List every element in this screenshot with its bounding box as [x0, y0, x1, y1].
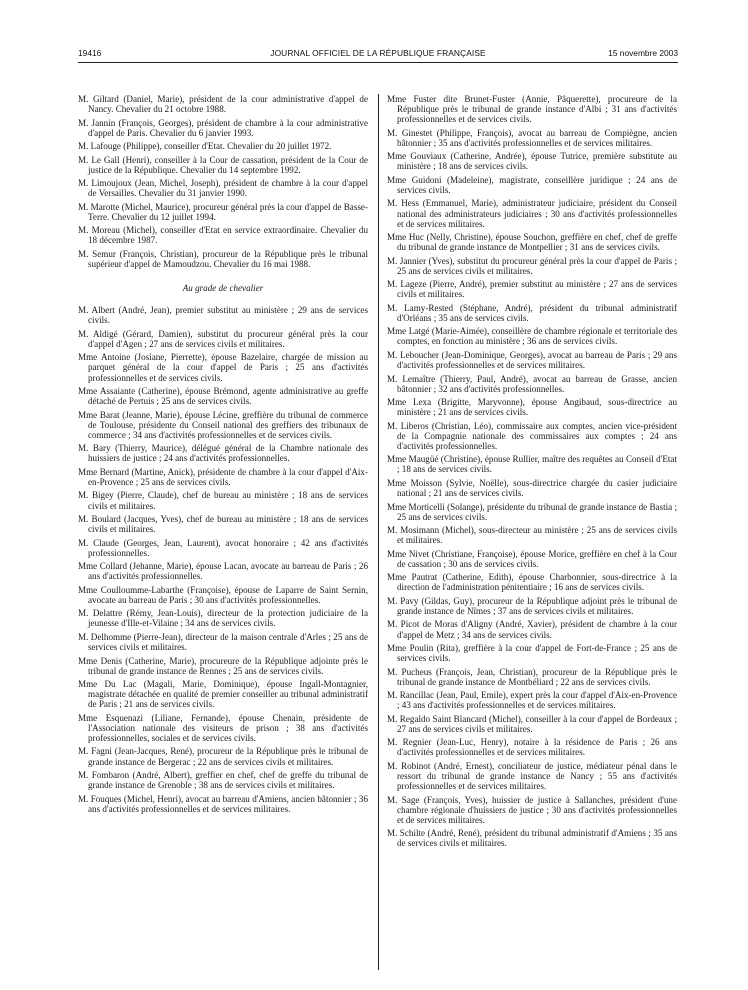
- right-entries: [387, 94, 677, 848]
- nomination-entry: Mme Coulloumme-Labarthe (Françoise), épouse de Laparre de Saint Sernin, avocate au barreau de Paris ; 30 ans d'activités professionnelles.: [78, 584, 368, 605]
- nomination-entry: Mme Morticelli (Solange), présidente du tribunal de grande instance de Bastia ; 25 ans de services civils.: [387, 501, 677, 522]
- nomination-entry: Mme Nivet (Christiane, Françoise), épouse Morice, greffière en chef à la Cour de cassation ; 30 ans de services civils.: [387, 548, 677, 569]
- nomination-entry: M. Ginestet (Philippe, François), avocat au barreau de Compiègne, ancien bâtonnier ; 35 ans d'activités professionnelles et de services militaires.: [387, 127, 677, 148]
- nomination-entry: M. Moreau (Michel), conseiller d'Etat en service extraordinaire. Chevalier du 18 décembre 1987.: [78, 225, 368, 246]
- nomination-entry: M. Delhomme (Pierre-Jean), directeur de la maison centrale d'Arles ; 25 ans de services civils et militaires.: [78, 631, 368, 653]
- nomination-entry: Mme Moisson (Sylvie, Noëlle), sous-directrice chargée du casier judiciaire national ; 21 ans de services civils.: [387, 477, 677, 499]
- nomination-entry: Mme Esquenazi (Liliane, Fernande), épouse Chenain, présidente de l'Association nationale des visiteurs de prison ; 38 ans d'activités professionnelles, sociales et de services civils.: [78, 712, 368, 743]
- section-title: Au grade de chevalier: [182, 283, 264, 294]
- nomination-entry: M. Fagni (Jean-Jacques, René), procureur de la République près le tribunal de grande instance de Bergerac ; 22 ans de services civils et militaires.: [78, 746, 368, 767]
- nomination-entry: Mme Latgé (Marie-Aimée), conseillère de chambre régionale et territoriale des comptes, en fonction au ministère ; 36 ans de services civils.: [387, 326, 677, 347]
- nomination-entry: M. Picot de Moras d'Aligny (André, Xavier), président de chambre à la cour d'appel de Metz ; 34 ans de services civils.: [387, 619, 677, 640]
- nomination-entry: Mme Poulin (Rita), greffière à la cour d'appel de Fort-de-France ; 25 ans de services civils.: [387, 643, 677, 664]
- nomination-entry: M. Regaldo Saint Blancard (Michel), conseiller à la cour d'appel de Bordeaux ; 27 ans de services civils et militaires.: [387, 713, 677, 734]
- issue-date: 15 novembre 2003: [608, 48, 678, 58]
- nomination-entry: M. Leboucher (Jean-Dominique, Georges), avocat au barreau de Paris ; 29 ans d'activités professionnelles et de services militaires.: [387, 349, 677, 371]
- nomination-entry: M. Delattre (Rémy, Jean-Louis), directeur de la protection judiciaire de la jeunesse d'Ille-et-Vilaine ; 34 ans de services civils.: [78, 608, 368, 629]
- nomination-entry: Mme Denis (Catherine, Marie), procureure de la République adjointe près le tribunal de grande instance de Rennes ; 25 ans de services civils.: [78, 655, 368, 676]
- nomination-entry: M. Liberos (Christian, Léo), commissaire aux comptes, ancien vice-président de la Compagnie nationale des commissaires aux comptes ; 24 ans d'activités professionnelles.: [387, 420, 677, 451]
- nomination-entry: M. Semur (François, Christian), procureur de la République près le tribunal supérieur d'appel de Mamoudzou. Chevalier du 16 mai 1988.: [78, 248, 368, 270]
- nomination-entry: M. Aldigé (Gérard, Damien), substitut du procureur général près la cour d'appel d'Agen ; 27 ans de services civils et militaires.: [78, 328, 368, 349]
- nomination-entry: M. Robinot (André, Ernest), conciliateur de justice, médiateur pénal dans le ressort du tribunal de grande instance de Nancy ; 55 ans d'activités professionnelles et de services militaires.: [387, 760, 677, 792]
- nomination-entry: M. Hess (Emmanuel, Marie), administrateur judiciaire, président du Conseil national des administrateurs judiciaires ; 30 ans d'activités professionnelles et de services militaires.: [387, 198, 677, 229]
- page-number: 19416: [78, 48, 102, 58]
- left-entries-top: [78, 94, 368, 269]
- nomination-entry: Mme Maugüé (Christine), épouse Rullier, maître des requêtes au Conseil d'Etat ; 18 ans de services civils.: [387, 454, 677, 475]
- page-header: [78, 48, 678, 62]
- nomination-entry: M. Claude (Georges, Jean, Laurent), avocat honoraire ; 42 ans d'activités professionnelles.: [78, 537, 368, 558]
- nomination-entry: Mme Lexa (Brigitte, Maryvonne), épouse Angibaud, sous-directrice au ministère ; 21 ans de services civils.: [387, 397, 677, 418]
- nomination-entry: M. Bigey (Pierre, Claude), chef de bureau au ministère ; 18 ans de services civils et militaires.: [78, 490, 368, 511]
- nomination-entry: Mme Barat (Jeanne, Marie), épouse Lécine, greffière du tribunal de commerce de Toulouse, présidente du Conseil national des greffiers des tribunaux de commerce ; 34 ans d'activités professionnelles et de services civils.: [78, 409, 368, 440]
- journal-title: JOURNAL OFFICIEL DE LA RÉPUBLIQUE FRANÇAISE: [270, 48, 486, 58]
- nomination-entry: Mme Collard (Jehanne, Marie), épouse Lacan, avocate au barreau de Paris ; 26 ans d'activités professionnelles.: [78, 561, 368, 582]
- nomination-entry: M. Limoujoux (Jean, Michel, Joseph), président de chambre à la cour d'appel de Versailles. Chevalier du 31 janvier 1990.: [78, 178, 368, 199]
- nomination-entry: M. Albert (André, Jean), premier substitut au ministère ; 29 ans de services civils.: [78, 305, 368, 326]
- nomination-entry: M. Jannin (François, Georges), président de chambre à la cour administrative d'appel de Paris. Chevalier du 6 janvier 1993.: [78, 117, 368, 138]
- nomination-entry: M. Lageze (Pierre, André), premier substitut au ministère ; 27 ans de services civils et militaires.: [387, 279, 677, 300]
- nomination-entry: Mme Antoine (Josiane, Pierrette), épouse Bazelaire, chargée de mission au parquet général de la cour d'appel de Paris ; 25 ans d'activités professionnelles et de services civils.: [78, 352, 368, 383]
- header-rule: [78, 62, 678, 63]
- column-divider: [378, 94, 379, 970]
- nomination-entry: M. Regnier (Jean-Luc, Henry), notaire à la résidence de Paris ; 26 ans d'activités professionnelles et de services militaires.: [387, 737, 677, 758]
- nomination-entry: M. Boulard (Jacques, Yves), chef de bureau au ministère ; 18 ans de services civils et militaires.: [78, 514, 368, 535]
- nomination-entry: M. Lafouge (Philippe), conseiller d'Etat. Chevalier du 20 juillet 1972.: [78, 141, 332, 152]
- nomination-entry: M. Giltard (Daniel, Marie), président de la cour administrative d'appel de Nancy. Chevalier du 21 octobre 1988.: [78, 94, 368, 115]
- nomination-entry: M. Jannier (Yves), substitut du procureur général près la cour d'appel de Paris ; 25 ans de services civils et militaires.: [387, 255, 677, 276]
- nomination-entry: Mme Du Lac (Magali, Marie, Dominique), épouse Ingall-Montagnier, magistrate détachée en qualité de premier conseiller au tribunal administratif de Paris ; 21 ans de services civils.: [78, 679, 368, 710]
- nomination-entry: Mme Assaiante (Catherine), épouse Brémond, agente administrative au greffe détaché de Pertuis ; 25 ans de services civils.: [78, 386, 368, 407]
- left-column: [78, 94, 368, 817]
- nomination-entry: M. Mosimann (Michel), sous-directeur au ministère ; 25 ans de services civils et militaires.: [387, 525, 677, 546]
- nomination-entry: M. Rancillac (Jean, Paul, Emile), expert près la cour d'appel d'Aix-en-Provence ; 43 ans d'activités professionnelles et de services militaires.: [387, 690, 677, 711]
- nomination-entry: Mme Guidoni (Madeleine), magistrate, conseillère juridique ; 24 ans de services civils.: [387, 174, 677, 195]
- nomination-entry: M. Marotte (Michel, Maurice), procureur général près la cour d'appel de Basse-Terre. Chevalier du 12 juillet 1994.: [78, 201, 368, 222]
- nomination-entry: M. Pucheus (François, Jean, Christian), procureur de la République près le tribunal de grande instance de Montbéliard ; 22 ans de services civils.: [387, 666, 677, 687]
- nomination-entry: Mme Huc (Nelly, Christine), épouse Souchon, greffière en chef, chef de greffe du tribunal de grande instance de Montpellier ; 31 ans de services civils.: [387, 232, 677, 253]
- nomination-entry: M. Sage (François, Yves), huissier de justice à Sallanches, président d'une chambre régionale d'huissiers de justice ; 30 ans d'activités professionnelles et de services militaires.: [387, 794, 677, 825]
- nomination-entry: M. Lamy-Rested (Stéphane, André), président du tribunal administratif d'Orléans ; 35 ans de services civils.: [387, 302, 677, 323]
- nomination-entry: Mme Pautrat (Catherine, Edith), épouse Charbonnier, sous-directrice à la direction de l'administration pénitentiaire ; 16 ans de services civils.: [387, 572, 677, 593]
- nomination-entry: Mme Fuster dite Brunet-Fuster (Annie, Pâquerette), procureure de la République près le tribunal de grande instance d'Albi ; 31 ans d'activités professionnelles et de services civils.: [387, 94, 677, 125]
- left-entries-bottom: [78, 305, 368, 814]
- nomination-entry: M. Pavy (Gildas, Guy), procureur de la République adjoint près le tribunal de grande instance de Nîmes ; 37 ans de services civils et militaires.: [387, 595, 677, 616]
- nomination-entry: M. Le Gall (Henri), conseiller à la Cour de cassation, président de la Cour de justice de la République. Chevalier du 14 septembre 1992.: [78, 154, 368, 175]
- nomination-entry: M. Bary (Thierry, Maurice), délégué général de la Chambre nationale des huissiers de justice ; 24 ans d'activités professionnelles.: [78, 443, 368, 464]
- right-column: [387, 94, 677, 852]
- nomination-entry: M. Schilte (André, René), président du tribunal administratif d'Amiens ; 35 ans de services civils et militaires.: [387, 828, 677, 849]
- nomination-entry: Mme Gouviaux (Catherine, Andrée), épouse Tutrice, première substitute au ministère ; 18 ans de services civils.: [387, 151, 677, 172]
- nomination-entry: Mme Bernard (Martine, Anick), présidente de chambre à la cour d'appel d'Aix-en-Provence ; 25 ans de services civils.: [78, 466, 368, 487]
- nomination-entry: M. Fouques (Michel, Henri), avocat au barreau d'Amiens, ancien bâtonnier ; 36 ans d'activités professionnelles et de services militaires.: [78, 793, 368, 814]
- nomination-entry: M. Lemaître (Thierry, Paul, André), avocat au barreau de Grasse, ancien bâtonnier ; 32 ans d'activités professionnelles.: [387, 373, 677, 394]
- nomination-entry: M. Fombaron (André, Albert), greffier en chef, chef de greffe du tribunal de grande instance de Grenoble ; 38 ans de services civils et militaires.: [78, 770, 368, 791]
